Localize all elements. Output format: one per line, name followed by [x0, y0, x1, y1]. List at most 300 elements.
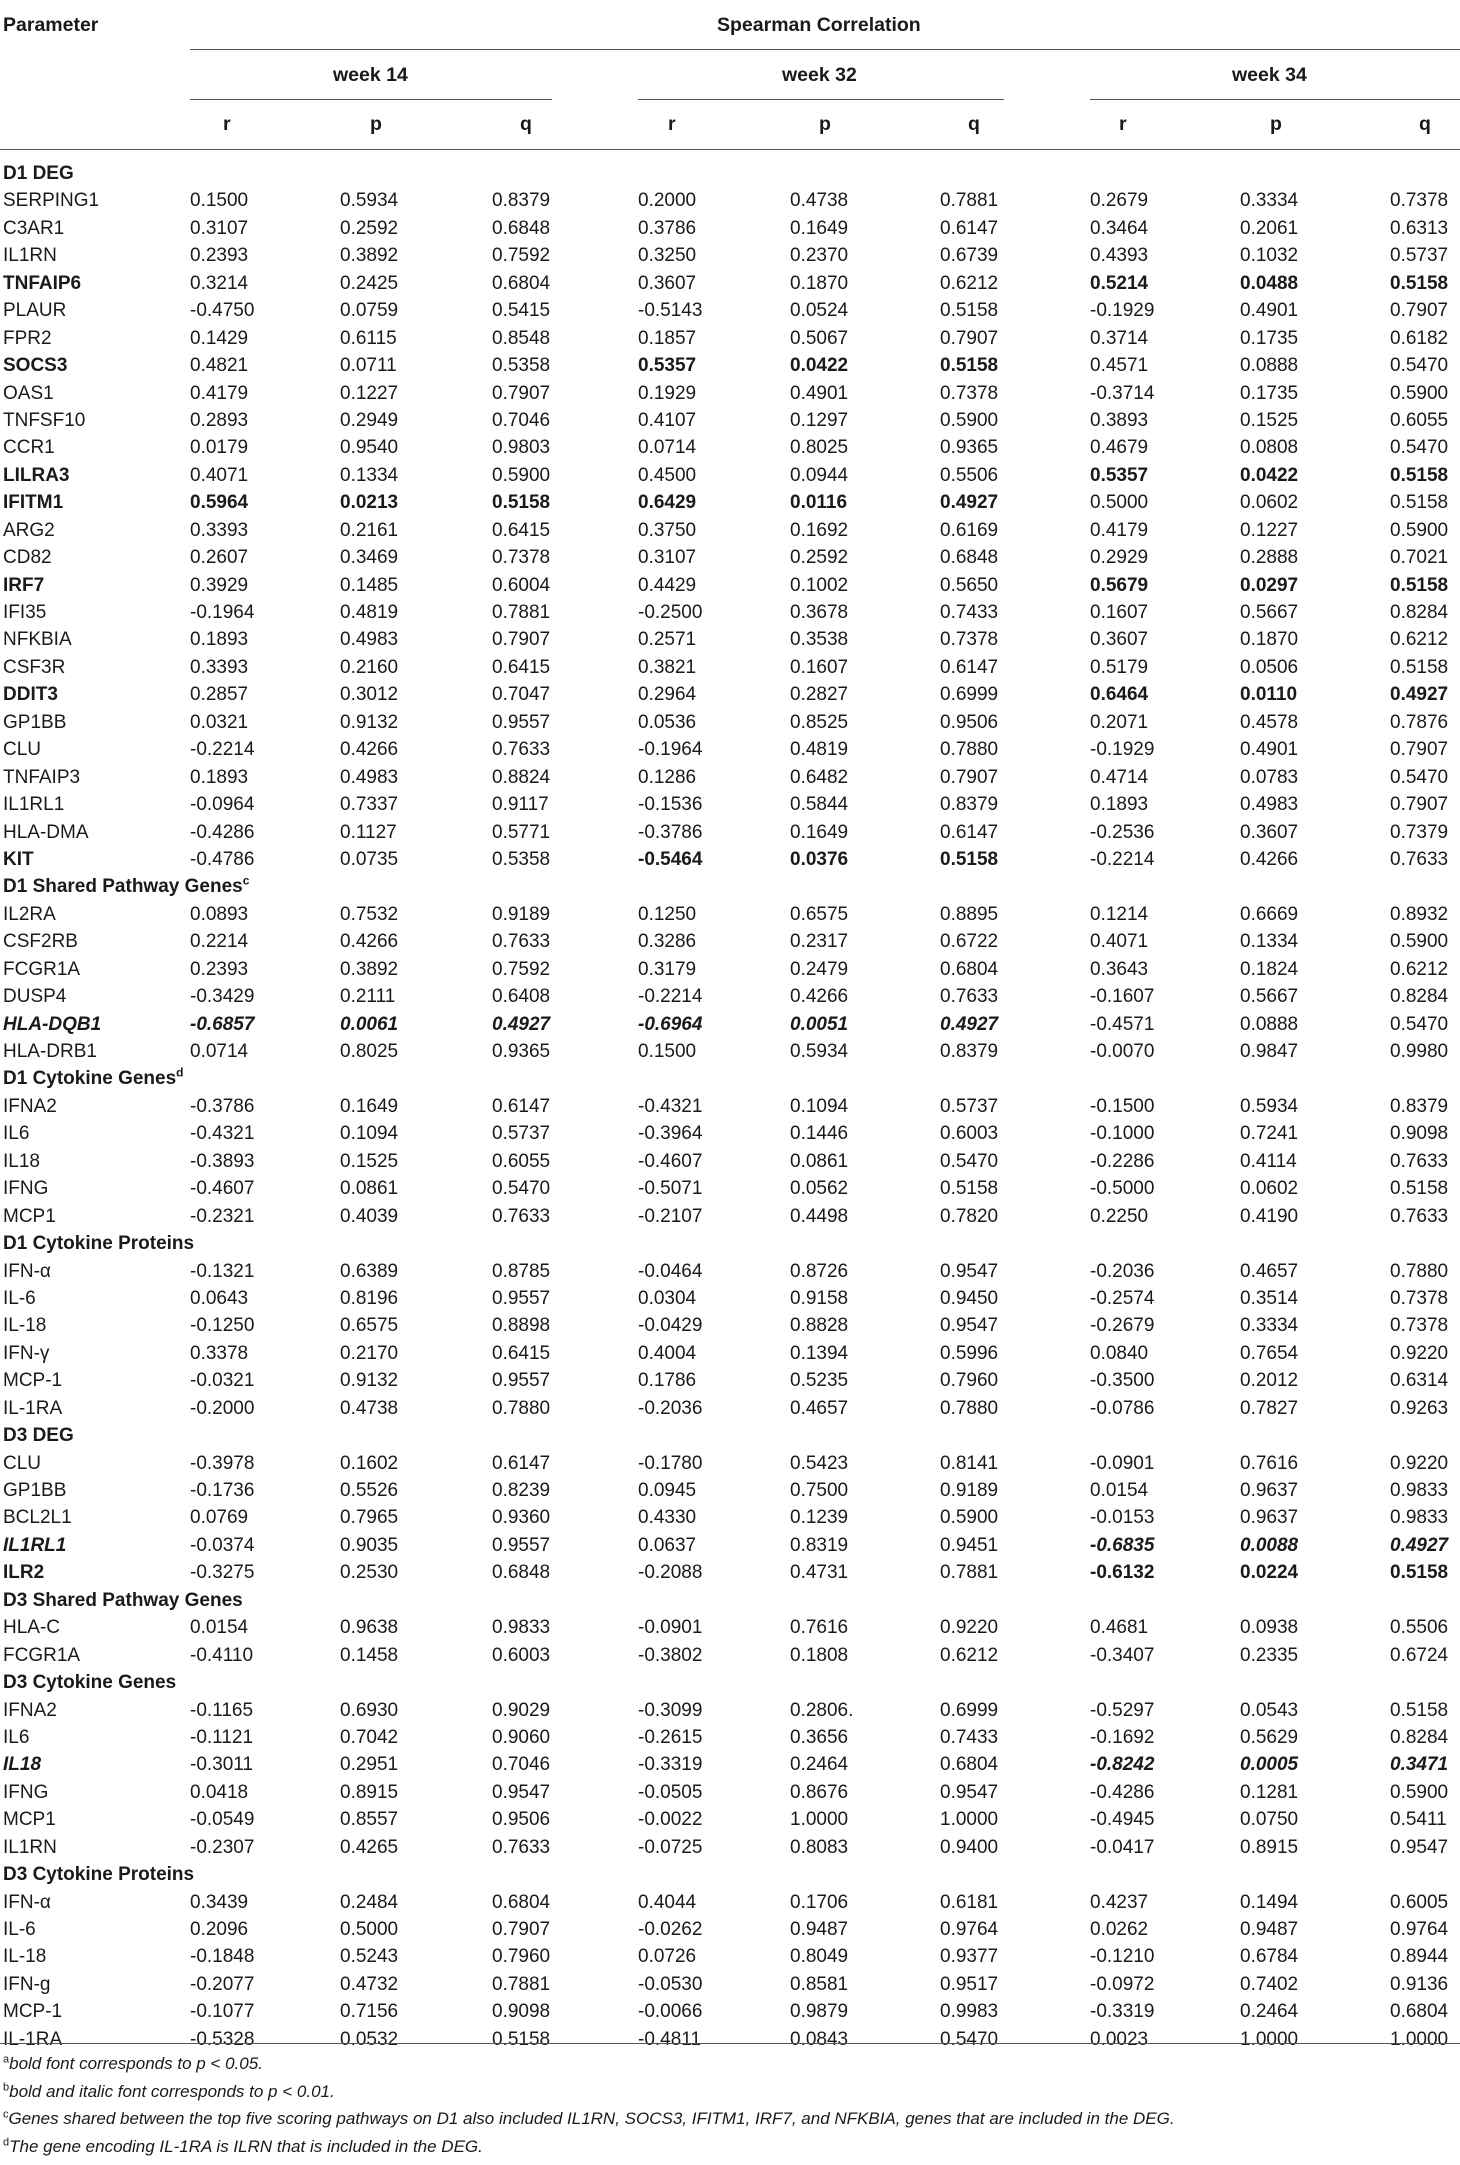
value-cell: 0.7880 — [1390, 1260, 1449, 1282]
value-cell: 0.5158 — [1390, 1562, 1449, 1584]
value-cell: 0.6147 — [940, 217, 999, 239]
table-row — [0, 1148, 1460, 1175]
value-cell: 0.0051 — [790, 1013, 849, 1035]
value-cell: 0.9158 — [790, 1287, 849, 1309]
value-cell: -0.0530 — [638, 1973, 703, 1995]
value-cell: 0.7433 — [940, 602, 999, 623]
value-cell: 0.8379 — [492, 190, 551, 212]
parameter-name: IFNA2 — [3, 1095, 57, 1117]
value-cell: 0.0224 — [1240, 1562, 1299, 1584]
value-cell: 0.0938 — [1240, 1617, 1299, 1639]
week-14-header: week 14 — [333, 64, 408, 86]
value-cell: 0.8557 — [340, 1809, 399, 1831]
value-cell: 0.3107 — [190, 217, 249, 239]
section-label: D1 Cytokine Proteins — [3, 1233, 195, 1255]
value-cell: -0.1500 — [1090, 1095, 1155, 1117]
value-cell: 0.0945 — [638, 1480, 697, 1501]
table-row — [0, 1724, 1460, 1751]
value-cell: 0.7827 — [1240, 1397, 1299, 1419]
value-cell: 0.5067 — [790, 327, 849, 349]
value-cell: 0.0297 — [1240, 574, 1299, 596]
table-row — [0, 1093, 1460, 1120]
value-cell: -0.2077 — [190, 1973, 255, 1995]
value-cell: 0.3514 — [1240, 1287, 1299, 1309]
value-cell: 0.0154 — [1090, 1480, 1149, 1501]
parameter-name: IFN-α — [3, 1891, 51, 1913]
section-header — [0, 160, 1460, 187]
value-cell: 0.5737 — [940, 1095, 999, 1117]
table-row — [0, 1834, 1460, 1861]
value-cell: 0.3750 — [638, 519, 697, 541]
value-cell: 0.3607 — [1090, 629, 1149, 651]
value-cell: 0.5470 — [1390, 766, 1449, 788]
week-34-rule — [1090, 99, 1460, 100]
value-cell: 0.0711 — [340, 355, 397, 377]
value-cell: 0.0888 — [1240, 1013, 1299, 1035]
value-cell: 0.0488 — [1240, 272, 1299, 294]
footnote — [3, 2050, 1453, 2078]
value-cell: 0.0422 — [790, 355, 849, 377]
value-cell: -0.1736 — [190, 1480, 255, 1501]
value-cell: 0.7880 — [940, 1397, 999, 1419]
value-cell: -0.3714 — [1090, 382, 1155, 404]
value-cell: 0.4179 — [1090, 519, 1149, 541]
value-cell: 0.1127 — [340, 821, 397, 843]
value-cell: 0.1893 — [1090, 794, 1149, 816]
value-cell: -0.2107 — [638, 1205, 703, 1227]
value-cell: 0.7156 — [340, 2001, 399, 2023]
value-cell: 0.4266 — [340, 931, 399, 953]
value-cell: 0.2071 — [1090, 711, 1149, 733]
value-cell: -0.1536 — [638, 794, 703, 816]
value-cell: 0.5470 — [1390, 1013, 1449, 1035]
value-cell: 0.0888 — [1240, 355, 1299, 377]
value-cell: -0.3978 — [190, 1452, 255, 1474]
value-cell: 0.3179 — [638, 958, 697, 980]
value-cell: -0.3500 — [1090, 1370, 1155, 1392]
value-cell: 1.0000 — [940, 1809, 999, 1831]
section-label: D3 Cytokine Genes — [3, 1672, 177, 1694]
value-cell: 0.9035 — [340, 1534, 399, 1556]
value-cell: 0.4107 — [638, 409, 697, 431]
table-row — [0, 956, 1460, 983]
value-cell: 0.5470 — [1390, 355, 1449, 377]
value-cell: 0.4983 — [340, 629, 399, 651]
value-cell: -0.5071 — [638, 1178, 703, 1200]
value-cell: 0.7907 — [492, 1919, 551, 1940]
value-cell: -0.0901 — [1090, 1452, 1155, 1474]
col-p-w34: p — [1270, 113, 1282, 135]
value-cell: 0.5470 — [940, 2028, 999, 2050]
value-cell: -0.3964 — [638, 1123, 703, 1145]
value-cell: -0.3319 — [1090, 2001, 1155, 2023]
value-cell: 0.9029 — [492, 1699, 551, 1721]
value-cell: 0.7907 — [940, 766, 999, 788]
value-cell: 0.8525 — [790, 711, 849, 733]
parameter-name: C3AR1 — [3, 217, 65, 239]
value-cell: 0.4179 — [190, 382, 249, 404]
value-cell: 0.6575 — [340, 1315, 399, 1337]
table-row — [0, 1559, 1460, 1586]
value-cell: 0.5900 — [1390, 931, 1449, 953]
value-cell: -0.1321 — [190, 1260, 255, 1282]
table-row — [0, 325, 1460, 352]
value-cell: 0.9220 — [940, 1617, 999, 1639]
value-cell: 0.6182 — [1390, 327, 1449, 349]
value-cell: 0.1394 — [790, 1342, 849, 1364]
value-cell: 0.6804 — [1390, 2001, 1449, 2023]
parameter-name: IL-1RA — [3, 1397, 63, 1419]
value-cell: 0.0602 — [1240, 1178, 1299, 1200]
value-cell: 0.0154 — [190, 1617, 249, 1639]
parameter-name: DUSP4 — [3, 986, 67, 1008]
value-cell: 0.6804 — [940, 1754, 999, 1776]
value-cell: 0.1429 — [190, 327, 249, 349]
value-cell: -0.0066 — [638, 2001, 703, 2023]
value-cell: 0.7633 — [492, 739, 551, 761]
value-cell: 0.3393 — [190, 519, 249, 541]
value-cell: 0.7378 — [492, 547, 551, 569]
value-cell: 0.5000 — [340, 1919, 399, 1940]
value-cell: -0.3011 — [190, 1754, 254, 1776]
value-cell: 0.0543 — [1240, 1699, 1299, 1721]
value-cell: 0.9450 — [940, 1287, 999, 1309]
value-cell: 0.2317 — [790, 931, 849, 953]
value-cell: 0.6055 — [492, 1150, 551, 1172]
value-cell: 0.3250 — [638, 245, 697, 267]
value-cell: 0.8898 — [492, 1315, 551, 1337]
value-cell: 0.3892 — [340, 245, 399, 267]
parameter-name: TNFSF10 — [3, 409, 86, 431]
parameter-name: IL6 — [3, 1123, 30, 1145]
value-cell: 0.6389 — [340, 1260, 399, 1282]
table-row — [0, 187, 1460, 214]
value-cell: 0.6848 — [492, 217, 551, 239]
value-cell: 0.1032 — [1240, 245, 1299, 267]
table-row — [0, 1504, 1460, 1531]
table-row — [0, 1998, 1460, 2025]
table-row — [0, 654, 1460, 681]
value-cell: 0.6169 — [940, 519, 999, 541]
value-cell: 0.5470 — [1390, 437, 1449, 459]
value-cell: 0.7907 — [1390, 739, 1449, 761]
value-cell: 0.6003 — [940, 1123, 999, 1145]
value-cell: 0.5650 — [940, 574, 999, 596]
value-cell: 0.0116 — [790, 492, 848, 514]
spearman-correlation-header: Spearman Correlation — [717, 14, 921, 36]
value-cell: -0.4321 — [638, 1095, 703, 1117]
value-cell: 0.0061 — [340, 1013, 399, 1035]
value-cell: -0.2036 — [1090, 1260, 1155, 1282]
value-cell: 0.0840 — [1090, 1342, 1149, 1364]
value-cell: 0.5158 — [940, 300, 999, 322]
value-cell: 0.2806. — [790, 1699, 854, 1721]
parameter-header: Parameter — [3, 14, 99, 36]
value-cell: 0.8083 — [790, 1836, 849, 1858]
value-cell: 0.6408 — [492, 986, 551, 1008]
value-cell: -0.4571 — [1090, 1013, 1155, 1035]
value-cell: 0.5900 — [940, 409, 999, 431]
value-cell: 0.3469 — [340, 547, 399, 569]
value-cell: 0.4071 — [190, 464, 249, 486]
week-34-header: week 34 — [1232, 64, 1307, 86]
value-cell: 0.3286 — [638, 931, 697, 953]
value-cell: -0.1780 — [638, 1452, 703, 1474]
value-cell: 0.2061 — [1240, 217, 1299, 239]
value-cell: 0.5679 — [1090, 574, 1149, 596]
value-cell: 0.2160 — [340, 656, 399, 678]
value-cell: 0.6429 — [638, 492, 697, 514]
value-cell: -0.4811 — [638, 2028, 702, 2050]
value-cell: 0.8049 — [790, 1946, 849, 1968]
value-cell: -0.2036 — [638, 1397, 703, 1419]
value-cell: 0.5158 — [1390, 492, 1449, 514]
value-cell: -0.3407 — [1090, 1644, 1155, 1666]
value-cell: 0.7337 — [340, 794, 399, 816]
table-row — [0, 1751, 1460, 1778]
parameter-name: CLU — [3, 1452, 42, 1474]
value-cell: 0.9132 — [340, 711, 399, 733]
value-cell: -0.5297 — [1090, 1699, 1155, 1721]
value-cell: 0.5243 — [340, 1946, 399, 1968]
value-cell: 0.4821 — [190, 355, 249, 377]
parameter-name: IL-6 — [3, 1919, 36, 1940]
parameter-name: DDIT3 — [3, 684, 58, 706]
footnote-text: The gene encoding IL-1RA is ILRN that is included in the DEG. — [9, 2136, 483, 2156]
value-cell: 0.4927 — [1390, 684, 1449, 706]
value-cell: 0.7633 — [1390, 1150, 1449, 1172]
value-cell: 0.0376 — [790, 848, 849, 870]
value-cell: 0.4731 — [790, 1562, 849, 1584]
value-cell: 0.5158 — [1390, 656, 1449, 678]
value-cell: 0.5158 — [492, 2028, 551, 2050]
value-cell: 0.9983 — [940, 2001, 999, 2023]
section-header — [0, 1065, 1460, 1092]
value-cell: 0.6415 — [492, 656, 551, 678]
value-cell: 0.8025 — [790, 437, 849, 459]
table-row — [0, 517, 1460, 544]
parameter-name: KIT — [3, 848, 34, 870]
value-cell: 0.4657 — [1240, 1260, 1299, 1282]
value-cell: 0.6999 — [940, 684, 999, 706]
value-cell: 0.0643 — [190, 1287, 249, 1309]
value-cell: 0.7960 — [492, 1946, 551, 1968]
value-cell: 0.9547 — [1390, 1836, 1449, 1858]
value-cell: 0.1250 — [638, 903, 697, 925]
value-cell: -0.4321 — [190, 1123, 255, 1145]
value-cell: 0.3334 — [1240, 1315, 1299, 1337]
value-cell: -0.2321 — [190, 1205, 255, 1227]
value-cell: 0.0321 — [190, 711, 249, 733]
value-cell: 0.8196 — [340, 1287, 399, 1309]
value-cell: 0.3439 — [190, 1891, 249, 1913]
value-cell: 0.7907 — [940, 327, 999, 349]
section-label: D3 Shared Pathway Genes — [3, 1589, 243, 1611]
value-cell: 0.3334 — [1240, 190, 1299, 212]
value-cell: 0.9764 — [1390, 1919, 1449, 1940]
table-row — [0, 434, 1460, 461]
value-cell: 0.2888 — [1240, 547, 1299, 569]
value-cell: 0.5470 — [940, 1150, 999, 1172]
parameter-name: IL1RL1 — [3, 794, 65, 816]
value-cell: 0.0422 — [1240, 464, 1299, 486]
value-cell: 0.4578 — [1240, 711, 1299, 733]
col-r-w32: r — [668, 113, 676, 135]
value-cell: 0.8141 — [940, 1452, 999, 1474]
value-cell: 0.7241 — [1240, 1123, 1299, 1145]
parameter-name: OAS1 — [3, 382, 54, 404]
value-cell: -0.2214 — [190, 739, 255, 761]
value-cell: -0.2307 — [190, 1836, 255, 1858]
value-cell: 0.5158 — [1390, 1178, 1449, 1200]
value-cell: -0.0022 — [638, 1809, 703, 1831]
value-cell: -0.1929 — [1090, 739, 1155, 761]
value-cell: 0.4983 — [1240, 794, 1299, 816]
table-row — [0, 1258, 1460, 1285]
value-cell: 0.3929 — [190, 574, 249, 596]
value-cell: -0.6132 — [1090, 1562, 1155, 1584]
value-cell: -0.1000 — [1090, 1123, 1155, 1145]
value-cell: -0.1165 — [190, 1699, 254, 1721]
value-cell: 0.7881 — [940, 1562, 999, 1584]
value-cell: 0.9547 — [940, 1315, 999, 1337]
value-cell: 0.2893 — [190, 409, 249, 431]
value-cell: 0.0213 — [340, 492, 399, 514]
value-cell: 0.9060 — [492, 1726, 551, 1748]
table-row — [0, 901, 1460, 928]
value-cell: 0.5357 — [1090, 464, 1149, 486]
value-cell: 0.3821 — [638, 656, 697, 678]
col-r-w34: r — [1119, 113, 1127, 135]
value-cell: 0.9847 — [1240, 1041, 1299, 1062]
value-cell: 0.9517 — [940, 1973, 999, 1995]
value-cell: 0.6212 — [1390, 629, 1449, 651]
value-cell: 0.9638 — [340, 1617, 399, 1639]
parameter-name: HLA-DRB1 — [3, 1041, 97, 1062]
value-cell: 0.4927 — [1390, 1534, 1449, 1556]
value-cell: -0.3319 — [638, 1754, 703, 1776]
value-cell: 0.1239 — [790, 1507, 849, 1529]
value-cell: 0.5158 — [940, 1178, 999, 1200]
value-cell: 0.6415 — [492, 1342, 551, 1364]
section-label: D1 Cytokine Genes$^d$ — [3, 1066, 184, 1090]
table-row — [0, 819, 1460, 846]
parameter-name: SERPING1 — [3, 190, 100, 212]
table-row — [0, 215, 1460, 242]
week-32-header: week 32 — [782, 64, 857, 86]
value-cell: 0.4571 — [1090, 355, 1149, 377]
parameter-name: TNFAIP6 — [3, 272, 82, 294]
value-cell: 0.5900 — [940, 1507, 999, 1529]
value-cell: 0.6212 — [940, 272, 999, 294]
value-cell: 0.1893 — [190, 766, 249, 788]
value-cell: 0.4190 — [1240, 1205, 1299, 1227]
parameter-name: IFN-α — [3, 1260, 51, 1282]
value-cell: 0.1458 — [340, 1644, 399, 1666]
value-cell: 0.6212 — [940, 1644, 999, 1666]
value-cell: 0.7881 — [940, 190, 999, 212]
value-cell: 0.5844 — [790, 794, 849, 816]
value-cell: -0.4286 — [1090, 1781, 1155, 1803]
value-cell: 0.3893 — [1090, 409, 1149, 431]
value-cell: -0.1848 — [190, 1946, 255, 1968]
footnote — [3, 2105, 1453, 2133]
value-cell: -0.3802 — [638, 1644, 703, 1666]
value-cell: 0.4500 — [638, 464, 697, 486]
parameter-name: FCGR1A — [3, 1644, 81, 1666]
value-cell: 0.5358 — [492, 355, 551, 377]
value-cell: 0.4819 — [340, 602, 399, 623]
value-cell: 0.9506 — [940, 711, 999, 733]
value-cell: 0.8944 — [1390, 1946, 1449, 1968]
table-row — [0, 380, 1460, 407]
value-cell: 0.5415 — [492, 300, 551, 322]
value-cell: 0.1735 — [1240, 327, 1299, 349]
parameter-name: HLA-DQB1 — [3, 1013, 102, 1035]
value-cell: 0.5357 — [638, 355, 697, 377]
value-cell: 0.9365 — [492, 1041, 551, 1062]
value-cell: 0.1500 — [638, 1041, 697, 1062]
value-cell: 0.0110 — [1240, 684, 1298, 706]
table-bottom-rule — [0, 2043, 1460, 2044]
value-cell: 0.0562 — [790, 1178, 849, 1200]
table-row — [0, 297, 1460, 324]
table-row — [0, 1203, 1460, 1230]
parameter-name: TNFAIP3 — [3, 766, 81, 788]
parameter-name: ILR2 — [3, 1562, 45, 1584]
value-cell: 0.1446 — [790, 1123, 849, 1145]
value-cell: -0.3099 — [638, 1699, 703, 1721]
value-cell: 0.9557 — [492, 1370, 551, 1392]
value-cell: 0.0602 — [1240, 492, 1299, 514]
value-cell: 0.0944 — [790, 464, 849, 486]
value-cell: 0.4732 — [340, 1973, 399, 1995]
value-cell: 0.4393 — [1090, 245, 1149, 267]
value-cell: -0.0374 — [190, 1534, 255, 1556]
value-cell: -0.2214 — [1090, 848, 1155, 870]
value-cell: 0.2012 — [1240, 1370, 1299, 1392]
value-cell: -0.3786 — [190, 1095, 255, 1117]
value-cell: 0.1286 — [638, 766, 697, 788]
value-cell: -0.2214 — [638, 986, 703, 1008]
value-cell: 0.6784 — [1240, 1946, 1299, 1968]
value-cell: 0.8548 — [492, 327, 551, 349]
table-row — [0, 1367, 1460, 1394]
value-cell: 0.2484 — [340, 1891, 399, 1913]
footnote-text: bold font corresponds to p < 0.05. — [9, 2054, 263, 2073]
value-cell: 0.1786 — [638, 1370, 697, 1392]
parameter-name: HLA-C — [3, 1617, 61, 1639]
value-cell: 0.6147 — [940, 821, 999, 843]
value-cell: 0.5526 — [340, 1480, 399, 1501]
value-cell: 0.7654 — [1240, 1342, 1299, 1364]
value-cell: 0.7500 — [790, 1480, 849, 1501]
value-cell: 0.9803 — [492, 437, 551, 459]
col-q-w34: q — [1419, 113, 1431, 135]
value-cell: 0.6804 — [492, 1891, 551, 1913]
value-cell: 0.7880 — [940, 739, 999, 761]
value-cell: 0.7880 — [492, 1397, 551, 1419]
value-cell: 0.0714 — [638, 437, 697, 459]
table-row — [0, 1120, 1460, 1147]
value-cell: 0.2000 — [638, 190, 697, 212]
value-cell: 0.9506 — [492, 1809, 551, 1831]
value-cell: -0.2615 — [638, 1726, 703, 1748]
value-cell: 0.7907 — [492, 382, 551, 404]
value-cell: 0.6415 — [492, 519, 551, 541]
table-row — [0, 407, 1460, 434]
value-cell: 0.0088 — [1240, 1534, 1299, 1556]
